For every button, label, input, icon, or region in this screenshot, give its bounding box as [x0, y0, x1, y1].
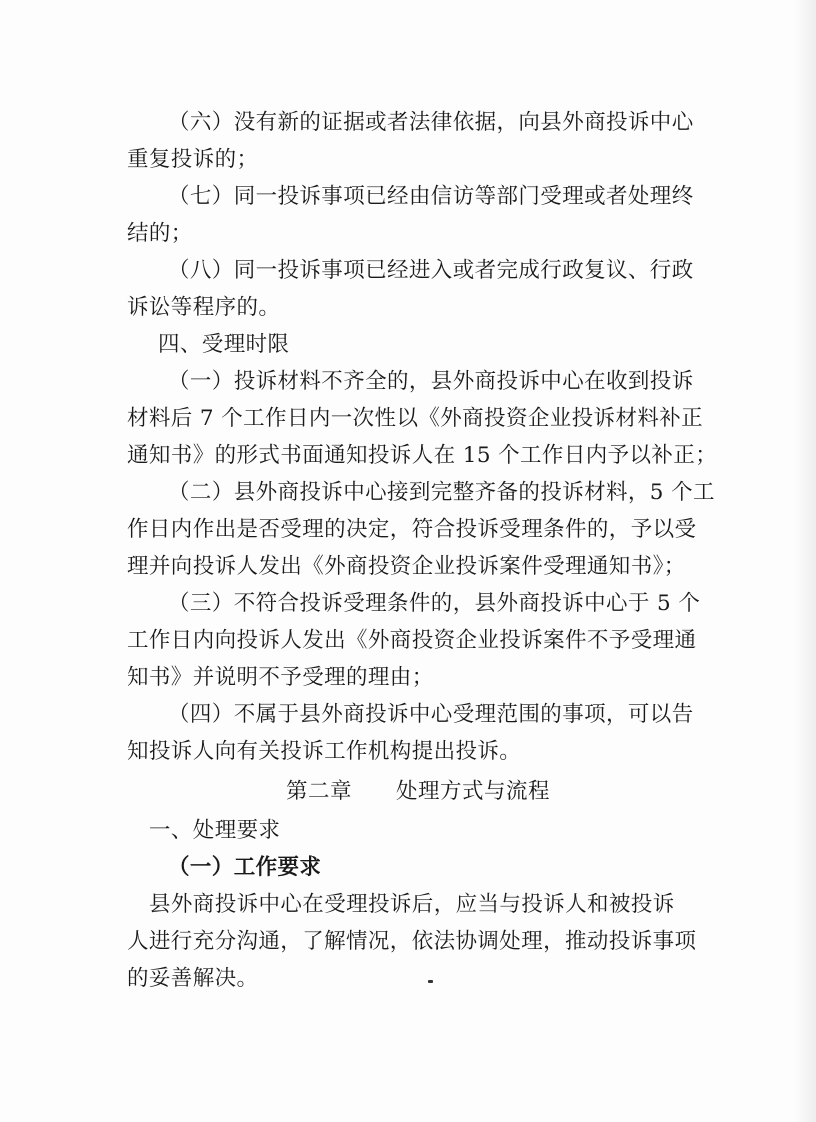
paragraph-line: 的妥善解决。 [127, 966, 259, 991]
paragraph-line: （八）同一投诉事项已经进入或者完成行政复议、行政 [168, 258, 694, 283]
paragraph-line: 重复投诉的； [127, 147, 259, 172]
paragraph-line: （六）没有新的证据或者法律依据，向县外商投诉中心 [168, 110, 694, 135]
scan-edge-shadow [794, 0, 816, 1122]
section-heading: 一、处理要求 [149, 818, 281, 843]
paragraph-line: 理并向投诉人发出《外商投资企业投诉案件受理通知书》； [127, 554, 686, 579]
paragraph-line: 作日内作出是否受理的决定，符合投诉受理条件的，予以受 [127, 517, 697, 542]
scan-speck [428, 980, 433, 983]
paragraph-line: 通知书》的形式书面通知投诉人在 15 个工作日内予以补正； [127, 443, 718, 468]
chapter-heading: 第二章 处理方式与流程 [286, 779, 551, 804]
paragraph-line: 结的； [127, 221, 193, 246]
section-heading: 四、受理时限 [158, 332, 290, 357]
paragraph-line: （二）县外商投诉中心接到完整齐备的投诉材料，5 个工 [168, 480, 715, 505]
paragraph-line: 材料后 7 个工作日内一次性以《外商投资企业投诉材料补正 [127, 406, 704, 431]
paragraph-line: 人进行充分沟通，了解情况，依法协调处理，推动投诉事项 [127, 929, 697, 954]
paragraph-line: 县外商投诉中心在受理投诉后，应当与投诉人和被投诉 [149, 892, 675, 917]
paragraph-line: （七）同一投诉事项已经由信访等部门受理或者处理终 [168, 184, 694, 209]
paragraph-line: 诉讼等程序的。 [127, 295, 281, 320]
paragraph-line: 工作日内向投诉人发出《外商投资企业投诉案件不予受理通 [127, 628, 697, 653]
paragraph-line: （四）不属于县外商投诉中心受理范围的事项，可以告 [168, 702, 694, 727]
paragraph-line: （三）不符合投诉受理条件的，县外商投诉中心于 5 个 [168, 591, 701, 616]
paragraph-line: （一）投诉材料不齐全的，县外商投诉中心在收到投诉 [168, 369, 694, 394]
subsection-heading: （一）工作要求 [168, 855, 322, 880]
paragraph-line: 知投诉人向有关投诉工作机构提出投诉。 [127, 739, 522, 764]
paragraph-line: 知书》并说明不予受理的理由； [127, 665, 434, 690]
